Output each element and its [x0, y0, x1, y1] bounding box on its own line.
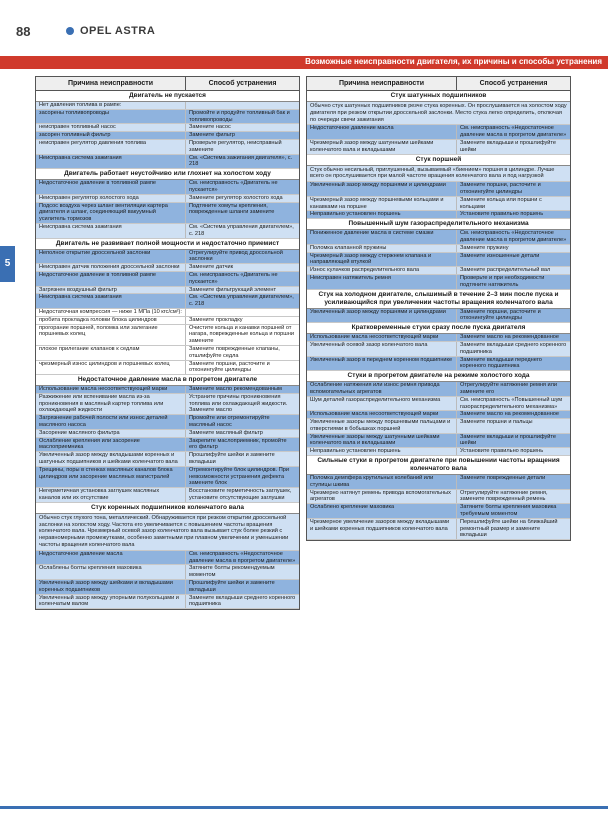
cause-cell: Использование масла несоответствующей марки: [307, 411, 457, 418]
cause-cell: Нет давления топлива в рампе:: [36, 102, 186, 109]
remedy-cell: Замените поршни, расточите и отхонингуйте цилиндры: [460, 182, 541, 195]
cause-cell: Ослаблено крепление маховика: [307, 504, 457, 518]
cause-cell: Ослабление крепления или засорение маслоприемника: [36, 438, 186, 452]
remedy-cell: Замените вкладыши среднего коренного подшипника: [189, 594, 296, 608]
table-row: [307, 267, 570, 275]
cause-cell: Недостаточное давление в топливной рампе: [36, 272, 186, 286]
table-row: [36, 294, 299, 309]
table-row: [36, 488, 299, 503]
cause-cell: прогорание поршней, поломка или залегание поршневых колец: [36, 325, 186, 345]
remedy-cell: Замените вкладыши переднего коренного подшипника: [460, 356, 542, 370]
remedy-cell: Замените регулятор холостого хода: [189, 194, 283, 201]
table-row: [36, 264, 299, 272]
section-heading: Двигатель работает неустойчиво или глохнет на холостом ходу: [36, 169, 299, 180]
remedy-cell: Замените поршни, расточите и отхонингуйте цилиндры: [189, 360, 270, 374]
remedy-cell: Замените датчик: [189, 264, 234, 271]
cause-cell: Увеличенный зазор между поршнями и цилиндрами: [307, 182, 457, 196]
remedy-cell: Устраните причины проникновения топлива или охлаждающей жидкости. Замените масло: [189, 393, 288, 414]
remedy-cell: См. «Система управления двигателем», с. 218: [189, 223, 294, 237]
cause-cell: Чрезмерное увеличение зазоров между вкладышами и шейками коренных подшипников коленчатого вала: [307, 519, 457, 539]
section-note: Обычно стук глухого тона, металлический. Обнаруживается при резком открытии дроссельной заслонки на холостом ходу. Частота его увеличивается с повышением частоты вращения коленчатого вала. Чрезмерный осевой зазор коленчатого вала вызывает стук более резкий с неравномерными промежутками, особенно заметными при плавном увеличении и уменьшении частоты вращения коленчатого вала: [36, 514, 299, 551]
table-row: [307, 475, 570, 490]
left-troubleshooting-table: [35, 76, 300, 610]
cause-cell: Неправильно установлен поршень: [307, 448, 457, 455]
table-row: [36, 203, 299, 224]
cause-cell: Подсос воздуха через шланг вентиляции картера двигателя и шланг, соединяющий вакуумный усилитель тормозов: [36, 203, 186, 223]
table-row: [307, 419, 570, 434]
table-row: [307, 275, 570, 290]
cause-cell: Ослабление натяжения или износ ремня привода вспомогательных агрегатов: [307, 382, 457, 396]
table-row: [307, 490, 570, 505]
table-row: [36, 452, 299, 467]
cause-cell: Неправильно установлен поршень: [307, 211, 457, 218]
remedy-cell: Промойте или отремонтируйте масляный насос: [189, 415, 270, 429]
remedy-cell: Замените вкладыши и прошлифуйте шейки: [460, 139, 557, 153]
table-row: [36, 580, 299, 595]
cause-cell: Увеличенный зазор между шейками и вкладышами коренных подшипников: [36, 580, 186, 594]
remedy-cell: Прошлифуйте шейки и замените вкладыши: [189, 452, 275, 466]
right-troubleshooting-table: [306, 76, 571, 541]
remedy-cell: Подтяните хомуты крепления, поврежденные шланги замените: [189, 202, 275, 216]
table-row: [307, 434, 570, 449]
table-row: [307, 245, 570, 253]
cause-cell: Загрязнение рабочей полости или износ деталей масляного насоса: [36, 415, 186, 429]
cause-cell: Трещины, поры в стенках масляных каналов блока цилиндров или засорение масляных магистралей: [36, 467, 186, 487]
table-row: [36, 438, 299, 453]
remedy-cell: См. неисправность «Недостаточное давление масла в прогретом двигателе»: [189, 550, 296, 564]
remedy-cell: См. неисправность «Двигатель не пускается»: [189, 271, 278, 285]
remedy-cell: См. неисправность «Двигатель не пускается»: [189, 180, 278, 193]
remedy-cell: Замените пружину: [460, 244, 509, 251]
cause-cell: Увеличенный зазор в переднем коренном подшипнике: [307, 357, 457, 371]
table-row: [36, 430, 299, 438]
table-row: [36, 346, 299, 361]
cause-cell: Неисправен датчик положения дроссельной заслонки: [36, 264, 186, 271]
chapter-tab: 5: [0, 246, 15, 282]
table-row: [36, 195, 299, 203]
table-row: [36, 140, 299, 155]
section-heading: Стук на холодном двигателе, слышимый в течение 2–3 мин после пуска и усиливающийся при увеличении частоты вращения коленчатого вала: [307, 290, 570, 309]
remedy-cell: Затяните болты крепления маховика требуемым моментом: [460, 504, 557, 518]
table-row: [36, 325, 299, 346]
section-heading: Сильные стуки в прогретом двигателе при повышении частоты вращения коленчатого вала: [307, 456, 570, 475]
cause-cell: Шум деталей газораспределительного механизма: [307, 397, 457, 411]
cause-cell: неисправен топливный насос: [36, 124, 186, 131]
table-row: [307, 397, 570, 412]
cause-cell: Недостаточное давление масла: [36, 551, 186, 565]
table-row: [36, 132, 299, 140]
table-row: [36, 467, 299, 488]
table-row: [307, 253, 570, 268]
right-table-body: [307, 91, 570, 540]
table-row: [307, 182, 570, 197]
table-row: [36, 287, 299, 295]
section-heading: Стук коренных подшипников коленчатого вала: [36, 503, 299, 514]
section-heading: Кратковременные стуки сразу после пуска двигателя: [307, 323, 570, 334]
table-row: [36, 250, 299, 265]
cause-cell: Засорение масляного фильтра: [36, 430, 186, 437]
remedy-cell: Замените кольца или поршни с кольцами: [460, 196, 542, 210]
cause-cell: Использование масла несоответствующей марки: [307, 334, 457, 341]
remedy-cell: Замените поврежденные клапаны, отшлифуйте седла: [189, 345, 280, 359]
cause-cell: Негерметичная установка заглушек масляных каналов или их отсутствие: [36, 488, 186, 502]
remedy-cell: Отрегулируйте натяжение ремня или замените его: [460, 382, 558, 395]
remedy-cell: Установите правильно поршень: [460, 448, 544, 455]
table-row: [307, 411, 570, 419]
cause-cell: Неисправен натяжитель ремня: [307, 275, 457, 289]
table-row: [36, 565, 299, 580]
left-table-body: [36, 91, 299, 609]
table-row: [36, 224, 299, 239]
cause-cell: Увеличенный зазор между поршнями и цилиндрами: [307, 309, 457, 323]
cause-cell: Использование масла несоответствующей марки: [36, 386, 186, 393]
cause-cell: Чрезмерный зазор между стержнем клапана и направляющей втулкой: [307, 253, 457, 267]
table-row: [36, 102, 299, 110]
table-row: [36, 110, 299, 125]
table-row: [36, 272, 299, 287]
section-heading: Стуки в прогретом двигателе на режиме холостого хода: [307, 371, 570, 382]
section-note: Обычно стук шатунных подшипников резче стука коренных. Он прослушивается на холостом ходу двигателя при резком открытии дроссельной заслонки. Место стука легко определить, отключая по очереди свечи зажигания: [307, 102, 570, 125]
remedy-cell: Отрегулируйте натяжение ремня, замените поврежденный ремень: [460, 489, 548, 503]
remedy-cell: Замените масло рекомендованным: [189, 386, 282, 393]
remedy-cell: Проверьте регулятор, неисправный замените: [189, 139, 282, 153]
cause-cell: пробита прокладка головки блока цилиндров: [36, 317, 186, 324]
cause-cell: Ослаблены болты крепления маховика: [36, 565, 186, 579]
remedy-cell: Проверьте и при необходимости подтяните натяжитель: [460, 274, 545, 288]
header-remedy: Способ устранения: [479, 80, 548, 87]
remedy-cell: Замените фильтрующий элемент: [189, 286, 277, 293]
header-cause: Причина неисправности: [307, 77, 457, 90]
cause-cell: неисправен регулятор давления топлива: [36, 140, 186, 154]
table-row: [307, 342, 570, 357]
cause-cell: Чрезмерный зазор между поршневыми кольцами и канавками на поршне: [307, 197, 457, 211]
cause-cell: чрезмерный износ цилиндров и поршневых колец: [36, 361, 186, 375]
brand-title: OPEL ASTRA: [80, 25, 156, 37]
table-row: [307, 309, 570, 324]
table-row: [36, 124, 299, 132]
table-row: [307, 334, 570, 342]
page-header: [0, 0, 608, 42]
cause-cell: Чрезмерный зазор между шатунными шейками коленчатого вала и вкладышами: [307, 140, 457, 154]
remedy-cell: См. «Система зажигания двигателя», с. 218: [189, 154, 293, 168]
remedy-cell: Закрепите маслоприемник, промойте его фильтр: [189, 437, 287, 451]
table-row: [36, 415, 299, 430]
remedy-cell: Замените распределительный вал: [460, 267, 551, 274]
remedy-cell: См. неисправность «Недостаточное давление масла в прогретом двигателе»: [460, 230, 567, 243]
remedy-cell: Замените прокладку: [189, 316, 243, 323]
remedy-cell: Отрегулируйте привод дроссельной заслонки: [189, 249, 283, 263]
brand-logo-icon: [66, 27, 74, 35]
section-heading: Повышенный шум газораспределительного механизма: [307, 219, 570, 230]
cause-cell: Неисправен регулятор холостого хода: [36, 195, 186, 202]
remedy-cell: [186, 102, 299, 109]
cause-cell: Неполное открытие дроссельной заслонки: [36, 250, 186, 264]
remedy-cell: Замените фильтр: [189, 132, 235, 139]
table-row: [36, 361, 299, 376]
table-header: [36, 77, 299, 91]
table-row: [36, 317, 299, 325]
cause-cell: Неисправна система зажигания: [36, 155, 186, 169]
table-row: [36, 155, 299, 170]
table-row: [307, 211, 570, 219]
remedy-cell: Замените масляный фильтр: [189, 429, 263, 436]
remedy-cell: Восстановите герметичность заглушек, установите отсутствующие заглушки: [189, 488, 292, 502]
header-cause: Причина неисправности: [36, 77, 186, 90]
header-remedy: Способ устранения: [208, 80, 277, 87]
cause-cell: Неисправна система зажигания: [36, 224, 186, 238]
remedy-cell: Замените вкладыши среднего коренного подшипника: [460, 341, 567, 355]
cause-cell: Загрязнен воздушный фильтр: [36, 287, 186, 294]
table-row: [307, 197, 570, 212]
cause-cell: плохое прилегание клапанов к седлам: [36, 346, 186, 360]
table-row: [307, 448, 570, 456]
section-heading: Стук шатунных подшипников: [307, 91, 570, 102]
remedy-cell: Замените насос: [189, 124, 231, 131]
remedy-cell: Перешлифуйте шейки на ближайший ремонтный размер и замените вкладыши: [460, 518, 558, 539]
remedy-cell: Замените масло на рекомендованное: [460, 334, 560, 341]
table-row: [307, 519, 570, 540]
table-row: [307, 357, 570, 372]
section-title: Возможные неисправности двигателя, их причины и способы устранения: [305, 57, 602, 66]
table-row: [36, 551, 299, 566]
section-note: Стук обычно несильный, приглушенный, вызываемый «биением» поршня в цилиндре. Лучше всего он прослушивается при малой частоте вращения коленчатого вала и под нагрузкой: [307, 166, 570, 183]
cause-cell: Износ кулачков распределительного вала: [307, 267, 457, 274]
table-row: [307, 140, 570, 155]
remedy-cell: Замените изношенные детали: [460, 252, 540, 259]
cause-cell: Поломка клапанной пружины: [307, 245, 457, 252]
cause-cell: Увеличенный зазор между упорными полукольцами и коленчатым валом: [36, 595, 186, 609]
remedy-cell: Очистите кольца и канавки поршней от нагара, поврежденные кольца и поршни замените: [189, 324, 294, 345]
cause-cell: Разжижение или вспенивание масла из-за проникновения в масляный картер топлива или охлаждающей жидкости: [36, 394, 186, 414]
table-row: [307, 382, 570, 397]
remedy-cell: См. «Система управления двигателем», с. 218: [189, 294, 294, 308]
remedy-cell: Промойте и продуйте топливный бак и топливопроводы: [189, 109, 290, 123]
section-heading: Двигатель не пускается: [36, 91, 299, 102]
cause-cell: Недостаточное давление в топливной рампе: [36, 180, 186, 194]
remedy-cell: Прошлифуйте шейки и замените вкладыши: [189, 580, 275, 593]
cause-cell: Недостаточная компрессия — ниже 1 МПа (10 кгс/см²):: [36, 309, 186, 316]
cause-cell: Увеличенные зазоры между поршневыми пальцами и отверстиями в бобышках поршней: [307, 419, 457, 433]
table-row: [307, 504, 570, 519]
footer-rule: [0, 806, 608, 809]
cause-cell: Чрезмерно натянут ремень привода вспомогательных агрегатов: [307, 490, 457, 504]
table-row: [36, 309, 299, 317]
remedy-cell: Замените вкладыши и прошлифуйте шейки: [460, 433, 557, 447]
remedy-cell: Замените масло на рекомендованное: [460, 411, 560, 418]
table-row: [36, 180, 299, 195]
section-heading: Двигатель не развивает полной мощности и недостаточно приемист: [36, 239, 299, 250]
remedy-cell: Замените поршни, расточите и отхонингуйте цилиндры: [460, 308, 541, 322]
table-row: [36, 386, 299, 394]
section-heading: Недостаточное давление масла в прогретом двигателе: [36, 375, 299, 386]
cause-cell: Пониженное давление масла в системе смазки: [307, 230, 457, 244]
page-number: 88: [16, 24, 31, 39]
cause-cell: Увеличенный зазор между вкладышами коренных и шатунных подшипников и шейками коленчатого вала: [36, 452, 186, 466]
cause-cell: Увеличенные зазоры между шатунными шейками коленчатого вала и вкладышами: [307, 434, 457, 448]
section-heading: Стук поршней: [307, 155, 570, 166]
remedy-cell: Отремонтируйте блок цилиндров. При невозможности устранения дефекта замените блок: [189, 466, 290, 487]
remedy-cell: См. неисправность «Повышенный шум газораспределительного механизма»: [460, 396, 563, 410]
section-banner: [0, 56, 608, 69]
remedy-cell: [186, 309, 299, 316]
remedy-cell: Затяните болты рекомендуемым моментом: [189, 565, 275, 579]
cause-cell: засорен топливный фильтр: [36, 132, 186, 139]
cause-cell: Недостаточное давление масла: [307, 125, 457, 139]
remedy-cell: Замените поврежденные детали: [460, 475, 546, 482]
table-header: [307, 77, 570, 91]
remedy-cell: Установите правильно поршень: [460, 211, 544, 218]
table-row: [307, 230, 570, 245]
cause-cell: Поломка демпфера крутильных колебаний или ступицы шкива: [307, 475, 457, 489]
cause-cell: Неисправна система зажигания: [36, 294, 186, 308]
table-row: [36, 595, 299, 610]
table-row: [307, 125, 570, 140]
cause-cell: Увеличенный осевой зазор коленчатого вала: [307, 342, 457, 356]
table-row: [36, 394, 299, 415]
remedy-cell: Замените поршни и пальцы: [460, 419, 533, 426]
cause-cell: засорены топливопроводы: [36, 110, 186, 124]
remedy-cell: См. неисправность «Недостаточное давление масла в прогретом двигателе»: [460, 125, 567, 139]
